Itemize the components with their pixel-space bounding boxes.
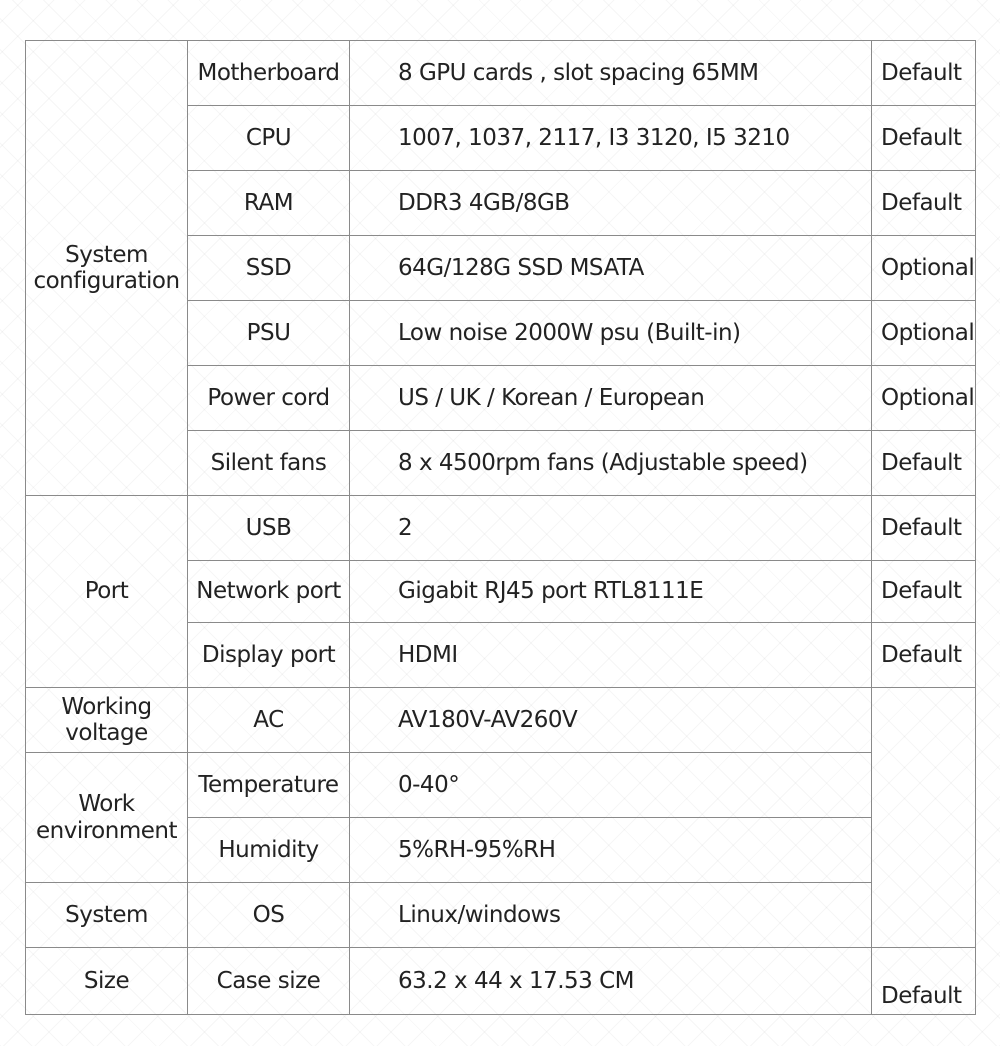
spec-value: 0-40°	[350, 753, 872, 818]
spec-name: Humidity	[188, 818, 350, 883]
spec-table	[25, 40, 976, 1015]
spec-status: Default	[881, 982, 962, 1009]
spec-status: Default	[872, 41, 976, 106]
spec-name: OS	[188, 883, 350, 948]
spec-status: Optional	[872, 301, 976, 366]
spec-value: Gigabit RJ45 port RTL8111E	[350, 561, 872, 623]
spec-status: Optional	[872, 366, 976, 431]
table-row	[26, 753, 976, 818]
spec-name: Network port	[188, 561, 350, 623]
spec-name: Silent fans	[188, 431, 350, 496]
spec-status: Default	[872, 561, 976, 623]
spec-value: Linux/windows	[350, 883, 872, 948]
spec-name: RAM	[188, 171, 350, 236]
spec-value: 2	[350, 496, 872, 561]
spec-value: 64G/128G SSD MSATA	[350, 236, 872, 301]
spec-status: Default	[872, 623, 976, 688]
spec-value: 8 GPU cards , slot spacing 65MM	[350, 41, 872, 106]
spec-value: 63.2 x 44 x 17.53 CM	[350, 948, 872, 1015]
table-row	[26, 883, 976, 948]
spec-name: CPU	[188, 106, 350, 171]
spec-status-empty	[872, 688, 976, 948]
category-work-environment: Work environment	[26, 753, 188, 883]
spec-name: Temperature	[188, 753, 350, 818]
category-working-voltage: Working voltage	[26, 688, 188, 753]
spec-name: SSD	[188, 236, 350, 301]
spec-status: Default	[872, 171, 976, 236]
spec-name: Display port	[188, 623, 350, 688]
spec-status: Optional	[872, 236, 976, 301]
spec-status: Default	[872, 496, 976, 561]
spec-name: PSU	[188, 301, 350, 366]
table-row	[26, 688, 976, 753]
table-row	[26, 41, 976, 106]
spec-name: Case size	[188, 948, 350, 1015]
category-port: Port	[26, 496, 188, 688]
spec-name: Motherboard	[188, 41, 350, 106]
category-system: System	[26, 883, 188, 948]
category-size: Size	[26, 948, 188, 1015]
spec-name: AC	[188, 688, 350, 753]
spec-value: 8 x 4500rpm fans (Adjustable speed)	[350, 431, 872, 496]
spec-value: DDR3 4GB/8GB	[350, 171, 872, 236]
spec-status: Default	[872, 106, 976, 171]
spec-name: Power cord	[188, 366, 350, 431]
table-row	[26, 496, 976, 561]
spec-value: Low noise 2000W psu (Built-in)	[350, 301, 872, 366]
spec-value: 5%RH-95%RH	[350, 818, 872, 883]
spec-status-cell	[872, 948, 976, 1015]
spec-value: 1007, 1037, 2117, I3 3120, I5 3210	[350, 106, 872, 171]
spec-value: AV180V-AV260V	[350, 688, 872, 753]
spec-name: USB	[188, 496, 350, 561]
spec-status: Default	[872, 431, 976, 496]
category-system-configuration: System configuration	[26, 41, 188, 496]
spec-value: HDMI	[350, 623, 872, 688]
spec-value: US / UK / Korean / European	[350, 366, 872, 431]
table-row	[26, 948, 976, 1015]
